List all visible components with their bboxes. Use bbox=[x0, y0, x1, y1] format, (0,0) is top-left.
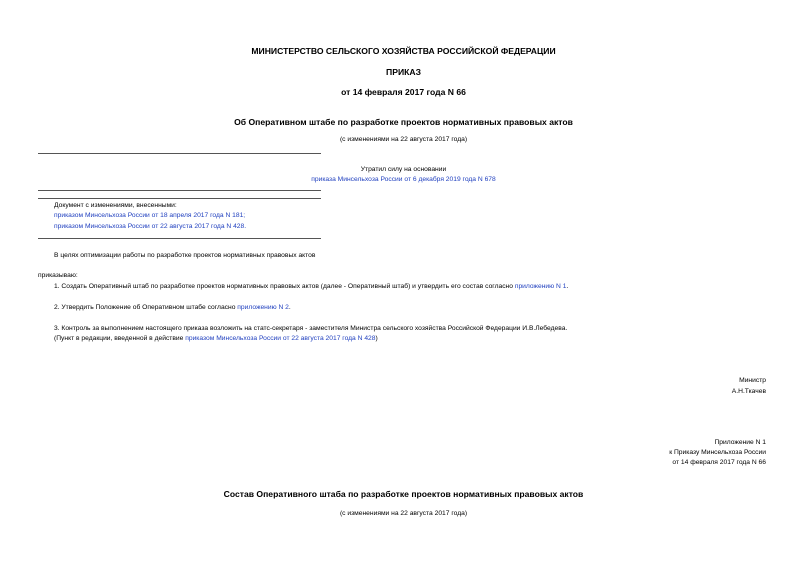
divider bbox=[38, 198, 321, 199]
document-type: ПРИКАЗ bbox=[386, 67, 421, 77]
paragraph-3-note-end: ) bbox=[375, 335, 378, 342]
order-word: приказываю: bbox=[38, 272, 78, 279]
paragraph-2-text: 2. Утвердить Положение об Оперативном штабе согласно bbox=[54, 304, 238, 311]
paragraph-1-end: . bbox=[566, 283, 569, 290]
signature-name: А.Н.Ткачев bbox=[731, 388, 766, 395]
paragraph-2 bbox=[54, 304, 291, 311]
appendix-reference: к Приказу Минсельхоза России bbox=[669, 449, 766, 456]
ministry-title: МИНИСТЕРСТВО СЕЛЬСКОГО ХОЗЯЙСТВА РОССИЙСКОЙ ФЕДЕРАЦИИ bbox=[251, 46, 556, 56]
appendix-amendment-date: (с изменениями на 22 августа 2017 года) bbox=[339, 510, 468, 517]
appendix-title: Состав Оперативного штаба по разработке проектов нормативных правовых актов bbox=[223, 489, 584, 499]
document-title: Об Оперативном штабе по разработке проектов нормативных правовых актов bbox=[234, 117, 573, 127]
amendments-heading: Документ с изменениями, внесенными: bbox=[54, 202, 177, 209]
divider bbox=[38, 238, 321, 239]
appendix-date: от 14 февраля 2017 года N 66 bbox=[672, 459, 766, 466]
amendment-date: (с изменениями на 22 августа 2017 года) bbox=[339, 136, 468, 143]
paragraph-3-note-text: (Пункт в редакции, введенной в действие bbox=[54, 335, 186, 342]
paragraph-1 bbox=[54, 283, 568, 290]
document-date-number: от 14 февраля 2017 года N 66 bbox=[341, 87, 466, 97]
amendment-link-181[interactable]: приказом Минсельхоза России от 18 апреля 2017 года N 181; bbox=[54, 212, 246, 219]
divider bbox=[38, 153, 321, 154]
appendix-label: Приложение N 1 bbox=[714, 439, 766, 446]
divider bbox=[38, 190, 321, 191]
paragraph-3: 3. Контроль за выполнением настоящего приказа возложить на статс-секретаря - заместителя Министра сельского хозяйства Российской Федерации И.В.Лебедева. bbox=[54, 325, 568, 332]
paragraph-1-text: 1. Создать Оперативный штаб по разработке проектов нормативных правовых актов (далее - Оперативный штаб) и утвердить его состав согласно bbox=[54, 283, 515, 290]
paragraph-3-note bbox=[54, 335, 378, 342]
signature-position: Министр bbox=[739, 377, 766, 384]
preamble: В целях оптимизации работы по разработке проектов нормативных правовых актов bbox=[54, 252, 316, 259]
repeal-order-link[interactable]: приказа Минсельхоза России от 6 декабря 2019 года N 678 bbox=[311, 176, 496, 183]
paragraph-2-end: . bbox=[288, 304, 291, 311]
amendment-link-428[interactable]: приказом Минсельхоза России от 22 августа 2017 года N 428. bbox=[54, 223, 247, 230]
status-text: Утратил силу на основании bbox=[360, 166, 447, 173]
appendix-2-link[interactable]: приложению N 2 bbox=[237, 304, 289, 311]
amendment-428-link[interactable]: приказом Минсельхоза России от 22 августа 2017 года N 428 bbox=[185, 335, 376, 342]
appendix-1-link[interactable]: приложению N 1 bbox=[514, 283, 567, 290]
